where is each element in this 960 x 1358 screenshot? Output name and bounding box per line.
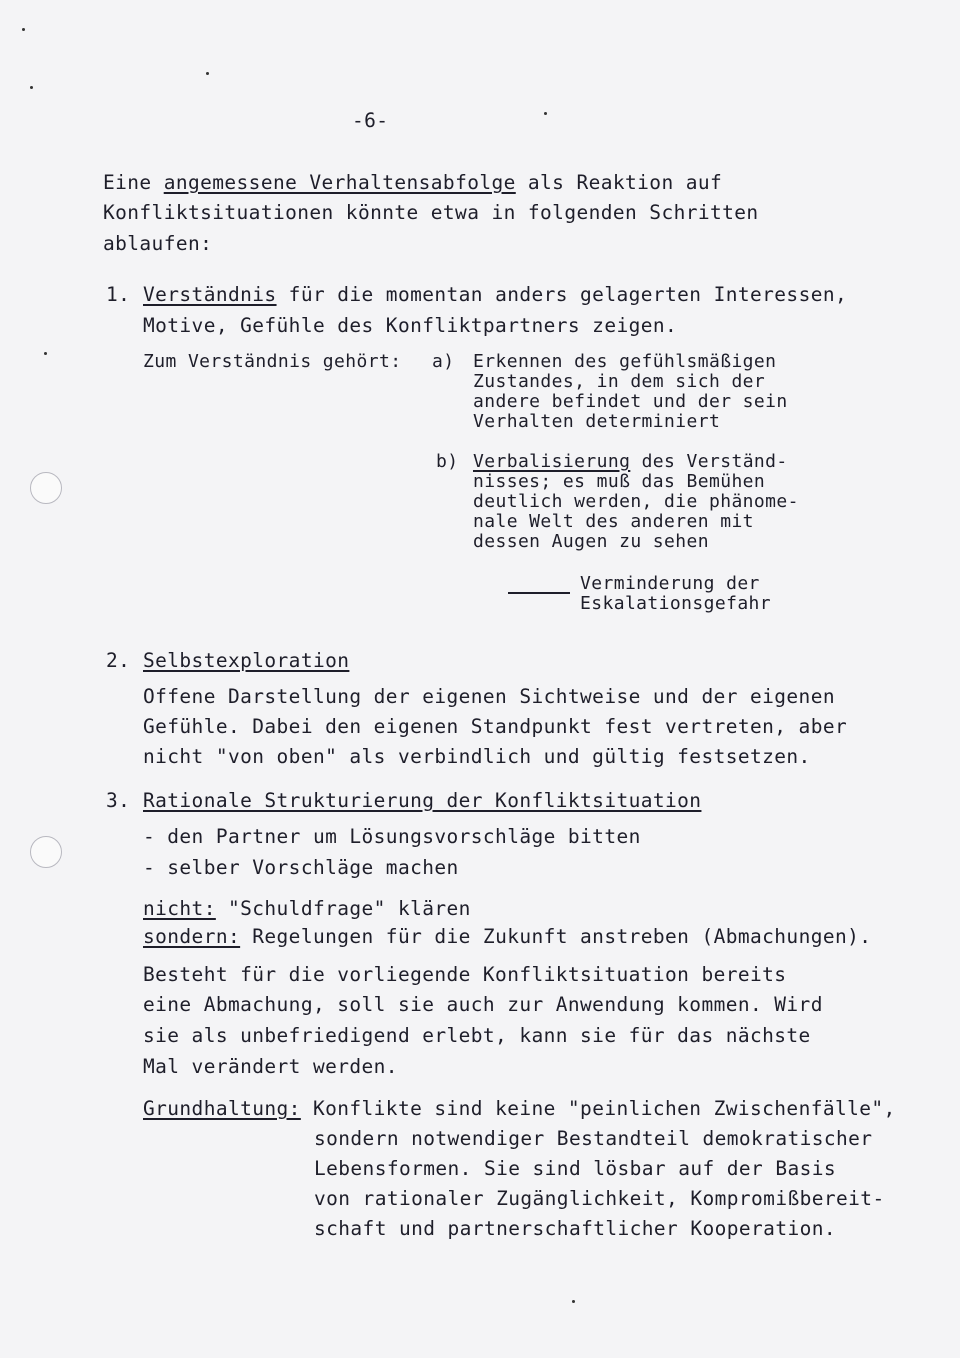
nicht-text: "Schuldfrage" klären — [215, 897, 471, 920]
item-b-line: dessen Augen zu sehen — [473, 531, 709, 552]
result-line: Verminderung der — [580, 573, 760, 594]
grundhaltung-label: Grundhaltung: — [143, 1097, 301, 1120]
step1-heading: Verständnis — [143, 283, 277, 306]
intro-line-2: Konfliktsituationen könnte etwa in folgenden Schritten — [103, 201, 759, 224]
grundhaltung-text: Konflikte sind keine "peinlichen Zwischenfälle", — [300, 1097, 896, 1120]
item-b-line: deutlich werden, die phänome- — [473, 491, 799, 512]
speck — [206, 72, 209, 75]
step2-line: Gefühle. Dabei den eigenen Standpunkt fest vertreten, aber — [143, 715, 848, 738]
grundhaltung-line: Lebensformen. Sie sind lösbar auf der Basis — [314, 1157, 837, 1180]
item-b-line: nale Welt des anderen mit — [473, 511, 754, 532]
step2-line: Offene Darstellung der eigenen Sichtweise und der eigenen — [143, 685, 835, 708]
item-b-term: Verbalisierung — [473, 451, 631, 472]
intro-text: als Reaktion auf — [515, 171, 723, 194]
punch-hole-bottom — [30, 836, 62, 868]
step3-heading: Rationale Strukturierung der Konfliktsituation — [143, 789, 702, 812]
item-b-line-1 — [473, 452, 788, 472]
step2-number: 2. — [106, 649, 131, 672]
grundhaltung-line: schaft und partnerschaftlicher Kooperation. — [314, 1217, 837, 1240]
sondern-line — [143, 922, 871, 952]
item-b-marker: b) — [436, 451, 459, 472]
step1-line-2: Motive, Gefühle des Konfliktpartners zeigen. — [143, 314, 678, 337]
item-a-marker: a) — [432, 351, 455, 372]
step3-para-line: Mal verändert werden. — [143, 1055, 398, 1078]
nicht-label: nicht: — [143, 897, 216, 920]
grundhaltung-line: sondern notwendiger Bestandteil demokratischer — [314, 1127, 873, 1150]
step3-number: 3. — [106, 789, 131, 812]
sondern-text: Regelungen für die Zukunft anstreben (Abmachungen). — [240, 925, 872, 948]
speck — [30, 86, 33, 89]
step3-para-line: sie als unbefriedigend erlebt, kann sie für das nächste — [143, 1024, 811, 1047]
sondern-label: sondern: — [143, 925, 241, 948]
step2-line: nicht "von oben" als verbindlich und gültig festsetzen. — [143, 745, 811, 768]
item-a-line: Zustandes, in dem sich der — [473, 371, 766, 392]
item-a-line: andere befindet und der sein — [473, 391, 788, 412]
intro-underlined-term: angemessene Verhaltensabfolge — [163, 171, 516, 194]
step1-line-1 — [143, 280, 847, 310]
intro-text: Eine — [103, 171, 164, 194]
step2-heading: Selbstexploration — [143, 649, 350, 672]
result-arrow — [508, 592, 570, 594]
item-a-line: Erkennen des gefühlsmäßigen — [473, 351, 777, 372]
speck — [44, 352, 47, 355]
item-b-line: nisses; es muß das Bemühen — [473, 471, 766, 492]
intro-line-1 — [103, 168, 722, 198]
step3-para-line: Besteht für die vorliegende Konfliktsituation bereits — [143, 963, 787, 986]
step3-para-line: eine Abmachung, soll sie auch zur Anwendung kommen. Wird — [143, 993, 823, 1016]
grundhaltung-line-1 — [143, 1094, 896, 1124]
step1-text: für die momentan anders gelagerten Interessen, — [276, 283, 848, 306]
speck — [544, 112, 547, 115]
step1-sub-label: Zum Verständnis gehört: — [143, 351, 402, 372]
speck — [572, 1300, 575, 1303]
intro-line-3: ablaufen: — [103, 232, 213, 255]
grundhaltung-line: von rationaler Zugänglichkeit, Kompromißbereit- — [314, 1187, 885, 1210]
item-b-text: des Verständ- — [630, 451, 788, 472]
step3-bullet: - selber Vorschläge machen — [143, 856, 459, 879]
speck — [22, 28, 25, 31]
nicht-line — [143, 894, 471, 924]
step3-bullet: - den Partner um Lösungsvorschläge bitten — [143, 825, 641, 848]
step1-number: 1. — [106, 283, 131, 306]
punch-hole-top — [30, 472, 62, 504]
item-a-line: Verhalten determiniert — [473, 411, 721, 432]
page-number: -6- — [352, 109, 389, 132]
result-line: Eskalationsgefahr — [580, 593, 772, 614]
